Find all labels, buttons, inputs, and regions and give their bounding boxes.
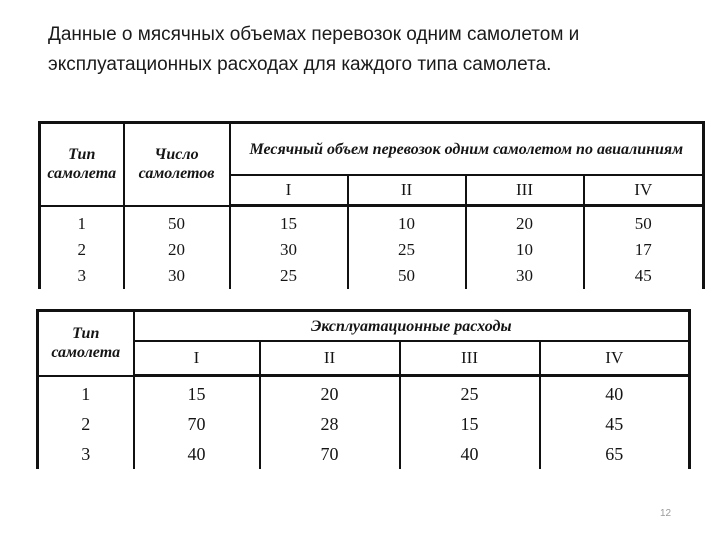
table-cell: 40: [187, 444, 206, 464]
table-cell: 10: [398, 214, 415, 233]
route-header-3: III: [466, 175, 584, 206]
route-header-3: III: [400, 341, 540, 376]
table-cell: 70: [320, 444, 339, 464]
table-cell: 15: [280, 214, 297, 233]
table-cell: 10: [516, 240, 533, 259]
route-header-2: II: [348, 175, 466, 206]
table-cell: 3: [77, 265, 86, 285]
route-2-column: [348, 206, 466, 290]
table-cell: 2: [77, 239, 86, 259]
route-4-column: [540, 376, 690, 470]
table-cell: 45: [634, 266, 652, 285]
table-cell: 15: [187, 384, 206, 404]
route-2-column: [260, 376, 400, 470]
group-header-monthly-volume: Месячный объем перевозок одним самолетом по авиалиниям: [230, 123, 704, 176]
col-header-aircraft-type: Тип самолета: [38, 311, 134, 376]
table-cell: 1: [77, 213, 86, 233]
aircraft-type-column: [38, 376, 134, 470]
route-1-column: [134, 376, 260, 470]
route-1-column: [230, 206, 348, 290]
traffic-volume-table: [38, 121, 705, 289]
table-cell: 20: [168, 239, 185, 259]
route-header-4: IV: [584, 175, 704, 206]
group-header-operating-costs: Эксплуатационные расходы: [134, 311, 690, 342]
route-header-4: IV: [540, 341, 690, 376]
route-4-column: [584, 206, 704, 290]
slide-title: Данные о мясячных объемах перевозок одним самолетом и эксплуатационных расходах для каждого типа самолета.: [48, 24, 580, 75]
table-cell: 2: [81, 413, 91, 434]
table-cell: 20: [516, 214, 533, 233]
table-cell: 50: [168, 213, 185, 233]
table-cell: 20: [320, 384, 339, 404]
table-cell: 40: [460, 444, 479, 464]
table-cell: 25: [398, 240, 415, 259]
route-header-2: II: [260, 341, 400, 376]
table-cell: 30: [168, 265, 185, 285]
table-cell: 1: [81, 383, 91, 404]
route-header-1: I: [134, 341, 260, 376]
col-header-aircraft-type: Тип самолета: [40, 123, 124, 206]
operating-costs-table: [36, 309, 691, 469]
table-cell: 15: [460, 414, 479, 434]
table-cell: 25: [460, 384, 479, 404]
table-cell: 17: [634, 240, 652, 259]
table-cell: 3: [81, 443, 91, 464]
aircraft-count-column: [124, 206, 230, 290]
table-cell: 40: [605, 384, 624, 404]
table-cell: 45: [605, 414, 624, 434]
table-cell: 25: [280, 266, 297, 285]
table-cell: 50: [634, 214, 652, 233]
page-number: 12: [660, 508, 672, 519]
col-header-aircraft-count: Число самолетов: [124, 123, 230, 206]
table-cell: 50: [398, 266, 415, 285]
table-cell: 70: [187, 414, 206, 434]
aircraft-type-column: [40, 206, 124, 290]
route-3-column: [466, 206, 584, 290]
route-3-column: [400, 376, 540, 470]
table-cell: 65: [605, 444, 624, 464]
table-cell: 30: [516, 266, 533, 285]
route-header-1: I: [230, 175, 348, 206]
table-cell: 28: [320, 414, 339, 434]
table-cell: 30: [280, 240, 297, 259]
